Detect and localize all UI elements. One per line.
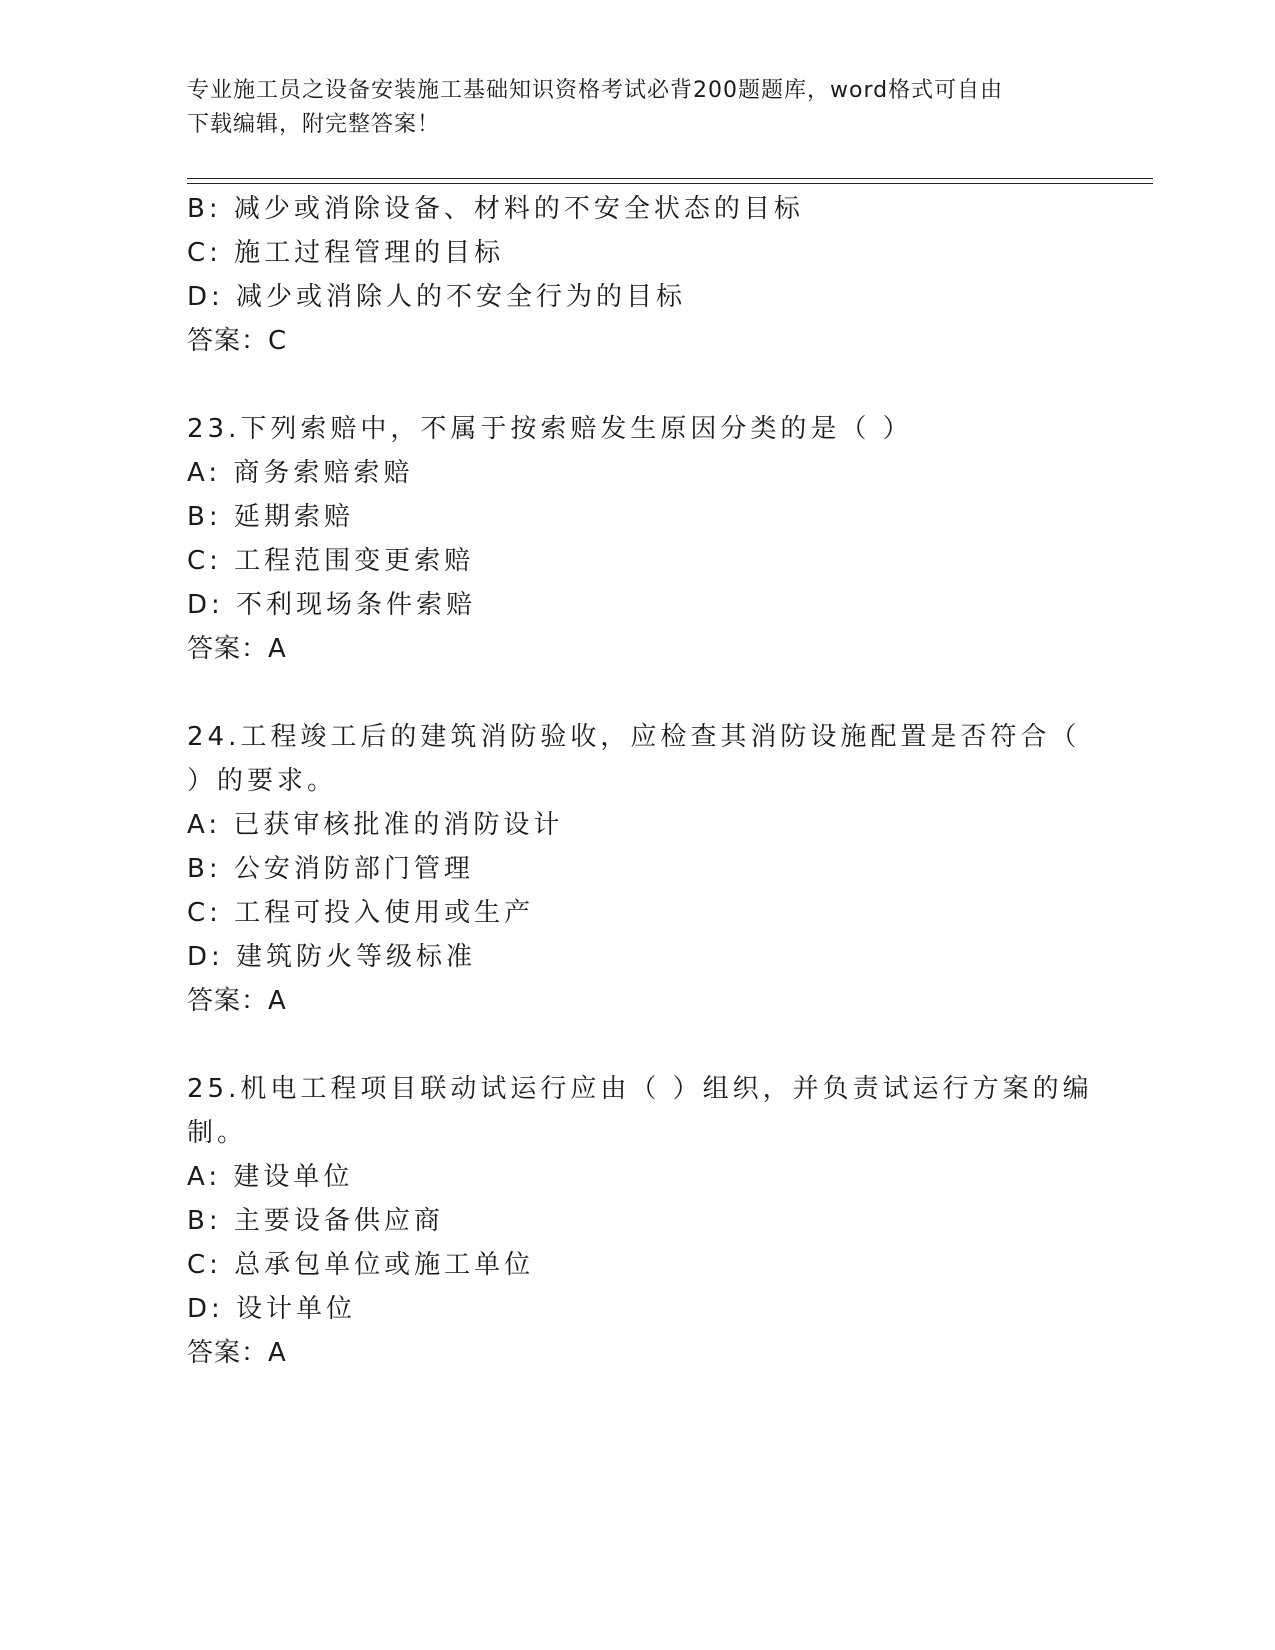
q23-option-c: C: 工程范围变更索赔 [187,546,475,576]
question-25-stem-line-2: 制。 [187,1118,248,1148]
q23-option-a: A: 商务索赔索赔 [187,458,414,488]
header-line-2: 下载编辑，附完整答案！ [187,112,441,137]
q23-answer: 答案：A [187,634,287,664]
question-24-stem-line-2: ）的要求。 [187,766,338,796]
q24-option-c: C: 工程可投入使用或生产 [187,898,535,928]
option-c: C: 施工过程管理的目标 [187,238,505,268]
q25-option-a: A: 建设单位 [187,1162,354,1192]
option-d: D: 减少或消除人的不安全行为的目标 [187,282,687,312]
option-b: B: 减少或消除设备、材料的不安全状态的目标 [187,194,804,224]
q23-option-d: D: 不利现场条件索赔 [187,590,477,620]
q25-option-d: D: 设计单位 [187,1294,357,1324]
header-line-1: 专业施工员之设备安装施工基础知识资格考试必背200题题库，word格式可自由 [187,78,1004,103]
q24-answer: 答案：A [187,986,287,1016]
header-rule-top [187,178,1153,179]
q24-option-d: D: 建筑防火等级标准 [187,942,477,972]
question-24-stem-line-1: 24.工程竣工后的建筑消防验收，应检查其消防设施配置是否符合（ [187,722,1081,752]
question-25-stem-line-1: 25.机电工程项目联动试运行应由（ ）组织，并负责试运行方案的编 [187,1074,1093,1104]
document-header [187,74,1067,142]
question-23-stem: 23.下列索赔中，不属于按索赔发生原因分类的是（ ） [187,414,913,444]
q25-option-b: B: 主要设备供应商 [187,1206,444,1236]
q23-option-b: B: 延期索赔 [187,502,354,532]
q25-option-c: C: 总承包单位或施工单位 [187,1250,535,1280]
q24-option-b: B: 公安消防部门管理 [187,854,474,884]
q24-option-a: A: 已获审核批准的消防设计 [187,810,564,840]
answer-line: 答案：C [187,326,288,356]
q25-answer: 答案：A [187,1338,287,1368]
header-rule-bottom [187,183,1153,184]
